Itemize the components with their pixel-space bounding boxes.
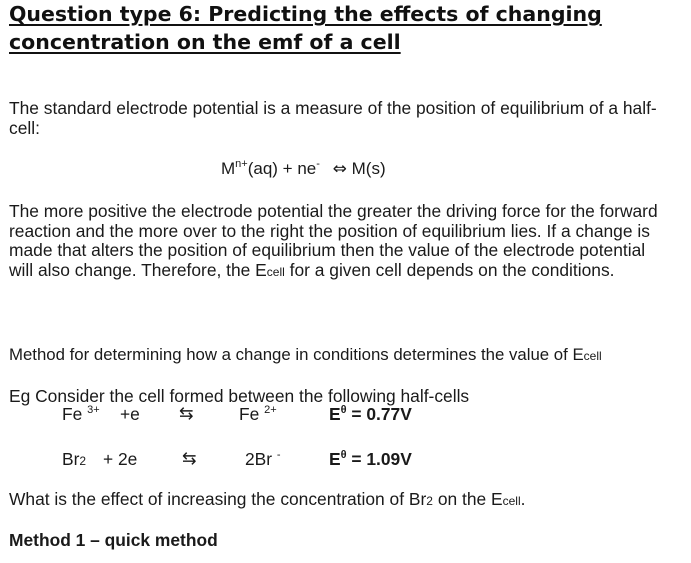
- method-1-heading: Method 1 – quick method: [9, 530, 218, 550]
- bromide-symbol: 2Br: [245, 449, 273, 469]
- equation-electron-charge: -: [316, 158, 320, 170]
- paragraph-line-2: reaction and the more over to the right the position of equilibrium lies. If a change is: [9, 221, 650, 241]
- half-cell-row-2-electron: + 2e: [103, 449, 138, 469]
- paragraph-line-3: made that alters the position of equilibrium then the value of the electrode potential: [9, 240, 646, 260]
- half-cell-row-1-electron: +e: [120, 404, 140, 424]
- half-cell-row-1-left: [62, 404, 100, 425]
- page-title-line-2: concentration on the emf of a cell: [9, 30, 401, 54]
- half-cell-row-1-potential: [329, 404, 412, 425]
- equation-charge: n+: [235, 158, 248, 170]
- method-intro: [9, 345, 602, 365]
- fe3-symbol: Fe: [62, 404, 83, 424]
- reversible-arrow-icon: ⇆: [179, 404, 194, 424]
- method-intro-text: Method for determining how a change in conditions determines the value of E: [9, 345, 584, 364]
- intro-line-2: cell:: [9, 118, 40, 138]
- half-cell-row-2-right: [245, 449, 281, 470]
- fe3-charge: 3+: [87, 404, 100, 416]
- question-text-b: on the E: [432, 489, 503, 509]
- method-intro-subscript: cell: [583, 349, 602, 363]
- question-br2-subscript: 2: [426, 494, 433, 508]
- equilibrium-arrow-icon: ⇔: [332, 159, 347, 179]
- half-cell-row-1-right: [239, 404, 277, 425]
- question-text-a: What is the effect of increasing the concentration of Br: [9, 489, 427, 509]
- potential-value: = 1.09V: [346, 449, 412, 469]
- equation-product: M(s): [351, 159, 386, 178]
- fe2-symbol: Fe: [239, 404, 260, 424]
- question-text-c: .: [520, 489, 526, 509]
- equation-metal: M: [221, 159, 236, 178]
- equation-aq: (aq) + ne: [247, 159, 317, 178]
- question: [9, 489, 525, 510]
- half-cell-row-2-left: [62, 449, 86, 470]
- page-title-line-1: Question type 6: Predicting the effects of changing: [9, 2, 602, 26]
- e-standard-label: E: [329, 404, 341, 424]
- potential-value: = 0.77V: [346, 404, 412, 424]
- paragraph-line-4-text-b: for a given cell depends on the conditions.: [284, 260, 615, 280]
- paragraph-line-4-text-a: will also change. Therefore, the E: [9, 260, 267, 280]
- reversible-arrow-icon: ⇆: [182, 449, 197, 469]
- example-intro: Eg Consider the cell formed between the following half-cells: [9, 386, 470, 406]
- e-standard-label: E: [329, 449, 341, 469]
- fe2-charge: 2+: [264, 404, 277, 416]
- br2-symbol: Br: [62, 449, 80, 469]
- paragraph-line-1: The more positive the electrode potential the greater the driving force for the forward: [9, 201, 658, 221]
- bromide-charge: -: [276, 449, 281, 461]
- br2-subscript: 2: [79, 454, 87, 468]
- question-ecell-subscript: cell: [502, 494, 521, 508]
- equilibrium-equation: [221, 159, 386, 179]
- ecell-subscript: cell: [266, 265, 285, 279]
- standard-symbol: θ: [340, 404, 347, 416]
- paragraph-line-4: [9, 260, 615, 281]
- standard-symbol: θ: [340, 449, 347, 461]
- intro-line-1: The standard electrode potential is a measure of the position of equilibrium of a half-: [9, 98, 657, 118]
- half-cell-row-2-potential: [329, 449, 412, 470]
